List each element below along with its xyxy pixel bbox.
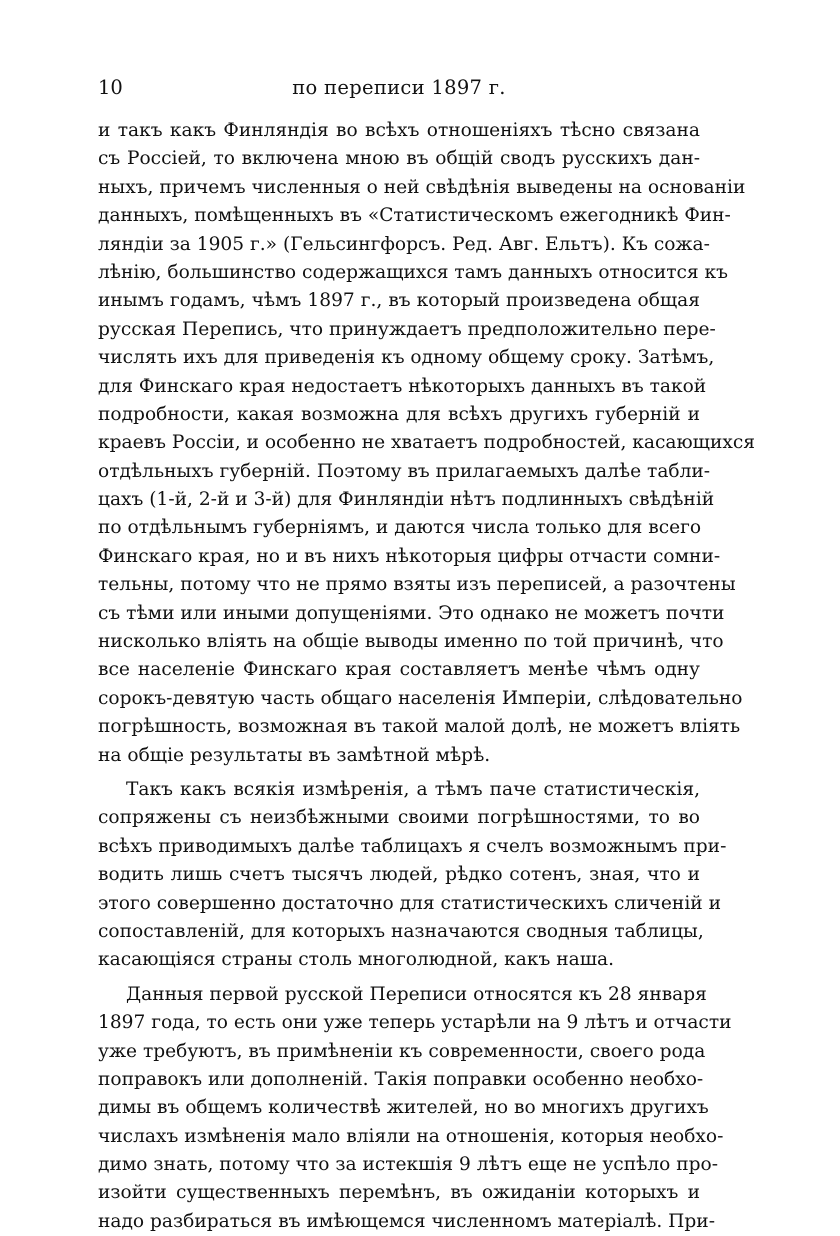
text-line: цахъ (1-й, 2-й и 3-й) для Финляндіи нѣтъ подлинныхъ свѣдѣній — [98, 489, 715, 511]
text-line: сопоставленій, для которыхъ назначаются сводныя таблицы, — [98, 920, 704, 942]
paragraph — [98, 776, 727, 975]
text-line: съ Россіей, то включена мною въ общій сводъ русскихъ дан- — [98, 148, 700, 170]
body-text — [98, 117, 755, 1236]
text-line: поправокъ или дополненій. Такія поправки особенно необхо- — [98, 1068, 704, 1090]
text-line: по отдѣльнымъ губерніямъ, и даются числа только для всего — [98, 517, 702, 539]
text-line: сорокъ-девятую часть общаго населенія Имперіи, слѣдовательно — [98, 687, 743, 709]
text-line: ляндіи за 1905 г.» (Гельсингфорсъ. Ред. Авг. Ельтъ). Къ сожа- — [98, 233, 710, 255]
text-line: отдѣльныхъ губерній. Поэтому въ прилагаемыхъ далѣе табли- — [98, 460, 711, 482]
running-title: по переписи 1897 г. — [292, 76, 506, 99]
text-line: съ тѣми или иными допущеніями. Это однако не можетъ почти — [98, 602, 725, 624]
text-line: все населеніе Финскаго края составляетъ менѣе чѣмъ одну — [98, 659, 700, 681]
text-line: димо знать, потому что за истекшія 9 лѣтъ еще не успѣло про- — [98, 1154, 719, 1176]
text-line: ныхъ, причемъ численныя о ней свѣдѣнія выведены на основаніи — [98, 176, 746, 198]
text-line: и такъ какъ Финляндія во всѣхъ отношеніяхъ тѣсно связана — [98, 120, 700, 141]
paragraph — [98, 117, 755, 770]
text-line: этого совершенно достаточно для статистическихъ сличеній и — [98, 892, 721, 914]
text-line: димы въ общемъ количествѣ жителей, но во многихъ другихъ — [98, 1097, 709, 1119]
page-number: 10 — [98, 76, 123, 99]
text-line: тельны, потому что не прямо взяты изъ переписей, а разочтены — [98, 574, 736, 596]
text-line: инымъ годамъ, чѣмъ 1897 г., въ который произведена общая — [98, 290, 700, 312]
text-line: 1897 года, то есть они уже теперь устарѣли на 9 лѣтъ и отчасти — [98, 1012, 732, 1034]
text-line: Такъ какъ всякія измѣренія, а тѣмъ паче статистическія, — [126, 778, 700, 800]
text-line: числахъ измѣненія мало вліяли на отношенія, которыя необхо- — [98, 1125, 724, 1147]
text-line: нисколько влiять на общiе выводы именно по той причинѣ, что — [98, 631, 724, 653]
text-line: данныхъ, помѣщенныхъ въ «Статистическомъ ежегодникѣ Фин- — [98, 205, 731, 227]
text-line: водить лишь счетъ тысячъ людей, рѣдко сотенъ, зная, что и — [98, 864, 700, 886]
text-line: погрѣшность, возможная въ такой малой долѣ, не можетъ влiять — [98, 716, 741, 738]
text-line: подробности, какая возможна для всѣхъ другихъ губерній и — [98, 403, 700, 425]
text-line: всѣхъ приводимыхъ далѣе таблицахъ я счелъ возможнымъ при- — [98, 835, 727, 857]
text-line: Финскаго края, но и въ нихъ нѣкоторыя цифры отчасти сомни- — [98, 545, 721, 567]
text-line: изойти существенныхъ перемѣнъ, въ ожиданіи которыхъ и — [98, 1182, 700, 1204]
page-header — [98, 76, 700, 106]
text-line: числять ихъ для приведенія къ одному общему сроку. Затѣмъ, — [98, 347, 715, 369]
text-line: на общіе результаты въ замѣтной мѣрѣ. — [98, 744, 491, 766]
text-line: касающіяся страны столь многолюдной, какъ наша. — [98, 949, 615, 971]
text-line: надо разбираться въ имѣющемся численномъ матеріалѣ. При- — [98, 1210, 715, 1232]
text-line: Данныя первой русской Переписи относятся къ 28 января — [126, 983, 707, 1005]
text-line: для Финскаго края недостаетъ нѣкоторыхъ данныхъ въ такой — [98, 375, 707, 397]
text-line: лѣнію, большинство содержащихся тамъ данныхъ относится къ — [98, 261, 728, 283]
text-line: русская Перепись, что принуждаетъ предположительно пере- — [98, 318, 716, 340]
paragraph — [98, 981, 732, 1236]
text-line: сопряжены съ неизбѣжными своими погрѣшностями, то во — [98, 807, 700, 829]
text-line: краевъ Россіи, и особенно не хватаетъ подробностей, касающихся — [98, 432, 755, 454]
text-line: уже требуютъ, въ примѣненіи къ современности, своего рода — [98, 1040, 706, 1062]
